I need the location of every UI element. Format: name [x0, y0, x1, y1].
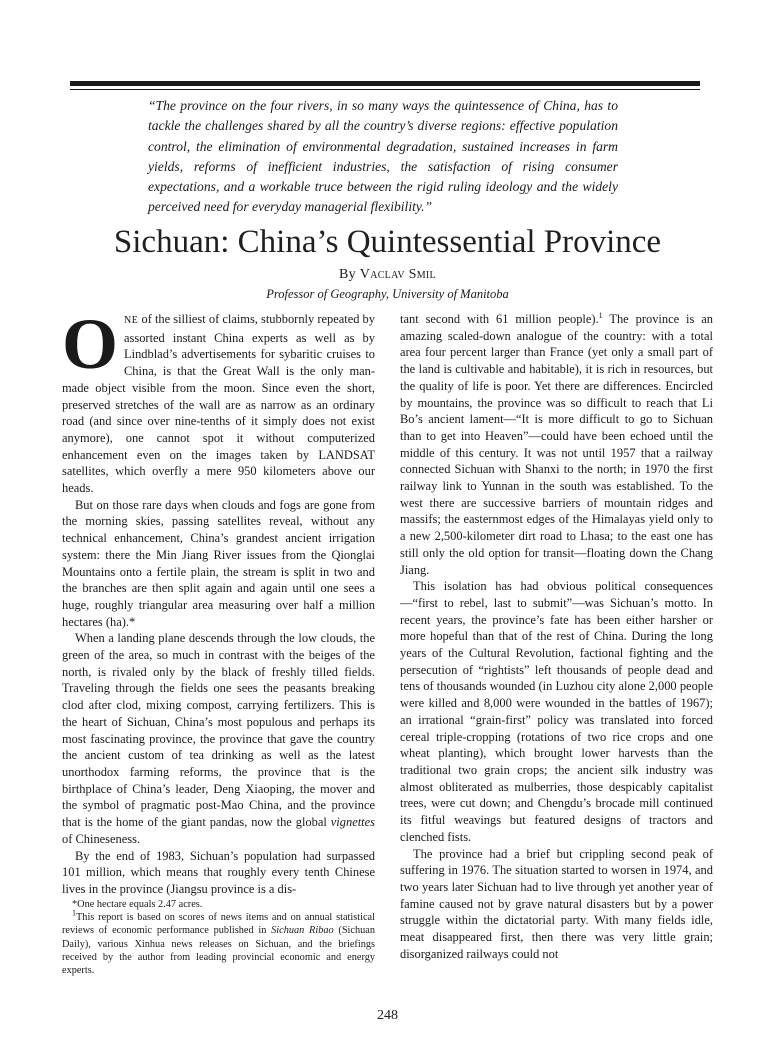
paragraph-text: of the silliest of claims, stubbornly repeated by assorted instant China experts as well as by Lindblad’s advertisements for sybaritic cruises to China, is that the Great Wall is the only man-made object visible from the moon. Since even the short, preserved stretches of the wall are as narrow as an ordinary road (and since over nine-tenths of it simply does not exist anymore), one cannot spot it without computerized enhancement even on the images taken by LANDSAT satellites, which overfly a mere 950 kilometers above our heads.	[62, 312, 375, 496]
footnote-italic: Sichuan Ribao	[271, 925, 334, 937]
footnote-text: This report is based on scores of news items and on annual statistical reviews of economic performance published in	[62, 911, 375, 937]
footnote-text: (Sichuan Daily), various Xinhua news releases on Sichuan, and the briefings received by the author from leading provincial economic and energy experts.	[62, 925, 375, 977]
article-title: Sichuan: China’s Quintessential Province	[113, 224, 662, 260]
epigraph-quote: “The province on the four rivers, in so many ways the quintessence of China, has to tackle the challenges shared by all the country’s diverse regions: effective population control, the elimination of environmental degradation, sustained increases in farm yields, reforms of inefficient industries, the satisfaction of rising consumer expectations, and a workable truce between the rigid ruling ideology and the widely perceived need for everyday managerial flexibility.”	[148, 98, 618, 215]
footnote-star: *One hectare equals 2.47 acres.	[72, 898, 203, 910]
footnote-marker: 1	[72, 908, 76, 918]
drop-cap: O	[62, 304, 119, 384]
byline-by: By	[339, 267, 356, 282]
left-column	[62, 304, 375, 977]
paragraph: This isolation has had obvious political consequences—“first to rebel, last to submit”—was Sichuan’s motto. In recent years, the province’s fate has been either harsher or more hopeful than that of the rest of China. During the long years of the Cultural Revolution, factional fighting and the persecution of “rightists” left thousands of people dead and tens of thousands wounded (in Luzhou city alone 2,000 people were killed and 8,000 were wounded in the battles of 1967); an irrational “grain-first” policy was translated into forced cereal triple-cropping (rotations of two rice crops and one wheat planting), which brought lower harvests than the traditional two grain crops; the ancient silk industry was almost obliterated as mulberries, those despicably capitalist trees, were cut down; and Chengdu’s brocade mill continued its fitful weavings but featured designs of tractors and clenched fists.	[400, 579, 713, 844]
paragraph	[400, 311, 713, 578]
paragraph-text: The province is an amazing scaled-down analogue of the country: with a total area four percent larger than France (yet only a small part of the land is cultivable and habitable), it is rich in resources, but the quality of life is poor. Yet there are differences. Encircled by mountains, the province was so difficult to reach that Li Bo’s ancient lament—“It is more difficult to go to Sichuan than to get into Heaven”—could have been echoed until the middle of this century. It was not until 1957 that a railway connected Sichuan with Shanxi to the north; in 1970 the first railway link to Yunnan in the south was established. To the west there are successive barriers of mountain ridges and massifs; the easternmost edges of the Himalayas yield only to a new 2,500-kilometer dirt road to Lhasa; to the east one has still only the old option for transit—floating down the Chang Jiang.	[400, 312, 713, 577]
paragraph: But on those rare days when clouds and fogs are gone from the morning skies, passing satellites reveal, without any technical enhancement, China’s grandest ancient irrigation system: there the Min Jiang River issues from the Qionglai Mountains onto a fertile plain, the stream is split in two and the branches are then split again and again until one sees a huge, roughly triangular area measuring over half a million hectares (ha).*	[62, 497, 375, 629]
italic-term: vignettes	[330, 815, 375, 830]
page-number: 248	[377, 1008, 398, 1023]
footnote-1	[62, 908, 375, 977]
author-affiliation: Professor of Geography, University of Manitoba	[266, 287, 509, 301]
paragraph	[62, 304, 375, 497]
paragraph-text: of Chineseness.	[62, 831, 141, 846]
top-rule-thick	[70, 81, 700, 86]
paragraph: By the end of 1983, Sichuan’s population had surpassed 101 million, which means that roughly every tenth Chinese lives in the province (Jiangsu province is a dis-	[62, 848, 375, 896]
opening-small-caps: NE	[124, 315, 139, 326]
paragraph: The province had a brief but crippling second peak of suffering in 1976. The situation started to worsen in 1974, and two years later Sichuan had to live through yet another year of famine caused not by grave natural disasters but by a power struggle within the dictatorial party. With many fields idle, meat disappeared first, then there was very little grain; disorganized railways could not	[400, 846, 713, 961]
byline	[0, 266, 775, 284]
top-rule-thin	[70, 89, 700, 90]
footnote-ref: 1	[598, 310, 603, 320]
footnotes	[62, 898, 375, 978]
paragraph	[62, 630, 375, 847]
right-column	[400, 311, 713, 962]
paragraph-text: When a landing plane descends through the low clouds, the green of the area, so much in contrast with the beiges of the north, is rivaled only by the black of freshly tilled fields. Traveling through the fields one sees the peasants breaking clod after clod, mixing compost, carrying fertilizers. This is the heart of Sichuan, China’s most populous and perhaps its most fascinating province, the province that gave the country the ancient custom of tea drinking as well as the latest unorthodox farming reforms, the province that is the birthplace of China’s leader, Deng Xiaoping, the mover and the symbol of pragmatic post-Mao China, and the province that is the home of the giant pandas, now the global	[62, 631, 375, 830]
author-name: Vaclav Smil	[359, 267, 436, 282]
paragraph-text: tant second with 61 million people).	[400, 312, 599, 326]
